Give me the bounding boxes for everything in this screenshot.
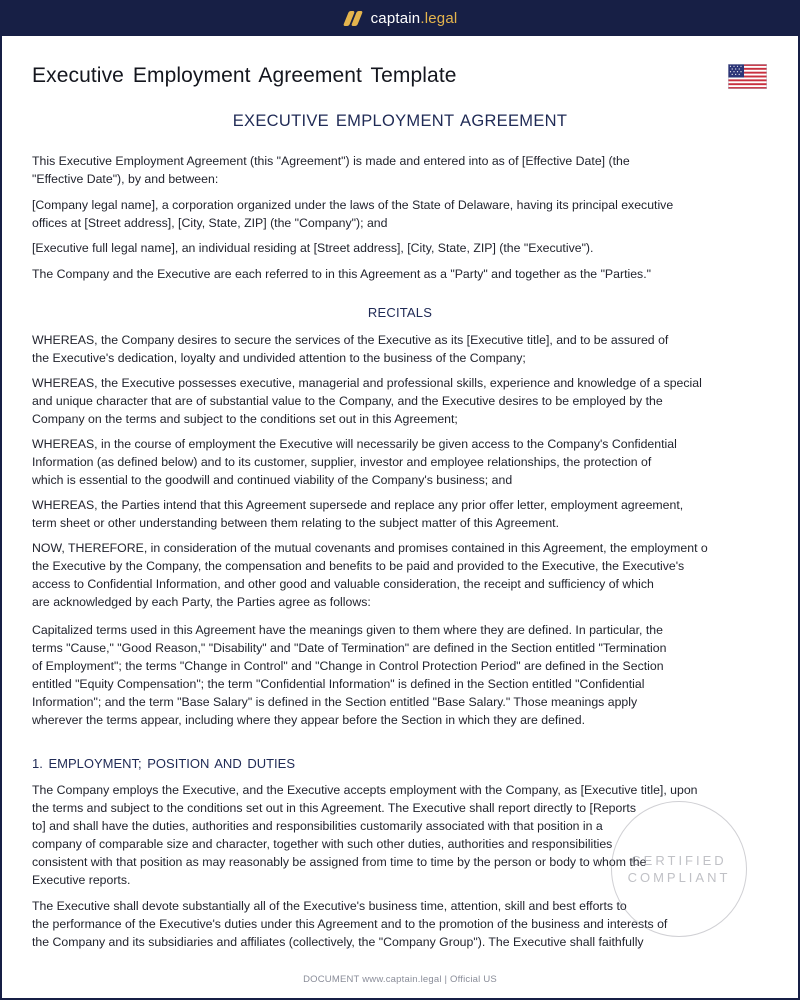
- duties-paragraph: The Executive shall devote substantially all of the Executive's business time, attention, skill and best efforts to the performance of the Executive's duties under this Agreement and to the promotion of the business and interests of the Company and its subsidiaries and affiliates (collectively, the "Company Group"). The Executive shall faithfully: [32, 899, 668, 949]
- employment-paragraph: The Company employs the Executive, and the Executive accepts employment with the Company, as [Executive title], upon the terms and subject to the conditions set out in this Agreement. The Executive shall report directly to [Reports to] and shall have the duties, authorities and responsibilities customarily associated with that position in a company of comparable size and character, together with such other duties, authorities and responsibilities consistent with that position as may reasonably be assigned from time to time by the person or body to whom the Executive reports.: [32, 783, 698, 887]
- recital-paragraph: WHEREAS, the Executive possesses executive, managerial and professional skills, experience and knowledge of a special and unique character that are of substantial value to the Company, and the Executive desires to be employed by the Company on the terms and subject to the conditions set out in this Agreement;: [32, 376, 702, 426]
- top-bar: [0, 0, 800, 36]
- consideration-paragraph: NOW, THEREFORE, in consideration of the mutual covenants and promises contained in this Agreement, the employment o the Executive by the Company, the compensation and benefits to be paid and provided to the Executive, the Executive's access to Confidential Information, and other good and valuable consideration, the receipt and sufficiency of which are acknowledged by each Party, the Parties agree as follows:: [32, 541, 708, 609]
- company-party-paragraph: [Company legal name], a corporation organized under the laws of the State of Delaware, having its principal executive offices at [Street address], [City, State, ZIP] (the "Company"); and: [32, 198, 674, 230]
- recital-paragraph: WHEREAS, the Company desires to secure the services of the Executive as its [Executive title], and to be assured of the Executive's dedication, loyalty and undivided attention to the business of the Company;: [32, 333, 669, 365]
- definitions-paragraph: Capitalized terms used in this Agreement have the meanings given to them where they are defined. In particular, the terms "Cause," "Good Reason," "Disability" and "Date of Termination" are defined in the Section entitled "Termination of Employment"; the terms "Change in Control" and "Change in Control Protection Period" are defined in the Section entitled "Equity Compensation"; the term "Confidential Information" is defined in the Section entitled "Confidential Information"; and the term "Base Salary" is defined in the Section entitled "Base Salary." Those meanings apply wherever the terms appear, including where they appear before the Section in which they are defined.: [32, 623, 667, 727]
- footer: DOCUMENT www.captain.legal | Official US: [303, 974, 497, 985]
- parties-paragraph: The Company and the Executive are each referred to in this Agreement as a "Party" and together as the "Parties.": [32, 267, 651, 281]
- agreement-heading: EXECUTIVE EMPLOYMENT AGREEMENT: [232, 112, 568, 130]
- recital-paragraph: WHEREAS, in the course of employment the Executive will necessarily be given access to the Company's Confidential Information (as defined below) and to its customer, supplier, investor and employee relationships, the protection of which is essential to the goodwill and continued viability of the Company's business; and: [32, 437, 677, 487]
- recitals-heading: RECITALS: [367, 305, 433, 320]
- section-heading: 1. EMPLOYMENT; POSITION AND DUTIES: [32, 756, 295, 771]
- stamp-line: CERTIFIED: [631, 853, 727, 868]
- brand-wordmark: captain.legal: [370, 9, 458, 27]
- stamp-line: COMPLIANT: [627, 870, 731, 885]
- brand-mark-icon: [343, 10, 363, 26]
- preamble-paragraph: This Executive Employment Agreement (this "Agreement") is made and entered into as of [Effective Date] (the "Effective Date"), by and between:: [32, 154, 630, 186]
- executive-party-paragraph: [Executive full legal name], an individual residing at [Street address], [City, State, ZIP] (the "Executive").: [32, 241, 594, 255]
- us-flag-icon: [728, 64, 767, 89]
- brand-logo[interactable]: [343, 10, 458, 27]
- document-title: Executive Employment Agreement Template: [32, 64, 457, 87]
- recital-paragraph: WHEREAS, the Parties intend that this Agreement supersede and replace any prior offer letter, employment agreement, term sheet or other understanding between them relating to the subject matter of this Agreement.: [32, 498, 684, 530]
- certified-compliant-stamp: [611, 801, 747, 937]
